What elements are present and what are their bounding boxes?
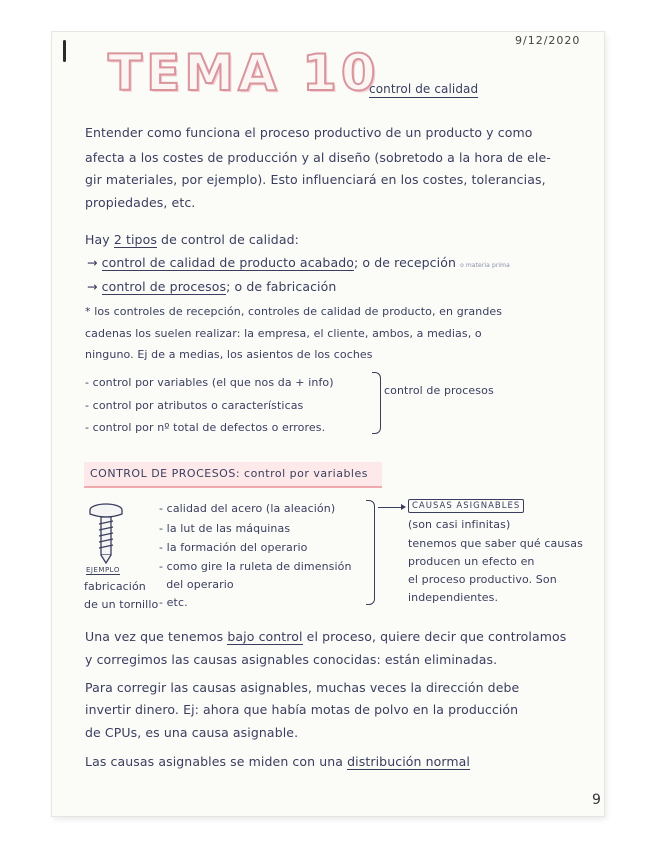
causas-label: CAUSAS ASIGNABLES [408, 499, 524, 513]
page-subtitle: control de calidad [369, 82, 479, 96]
causas-desc-2: tenemos que saber qué causas [408, 537, 583, 550]
causas-desc-4: el proceso productivo. Son [408, 573, 557, 586]
factor-4: - como gire la ruleta de dimensión [159, 560, 352, 573]
reception-note-3: ninguno. Ej de a medias, los asientos de los coches [85, 348, 373, 361]
control-type-2: - control por atributos o características [85, 399, 304, 412]
binding-mark [63, 40, 66, 62]
factor-2: - la lut de las máquinas [159, 522, 291, 535]
final-underlined: distribución normal [347, 754, 471, 769]
reception-note-1: * los controles de recepción, controles de calidad de producto, en grandes [85, 305, 503, 318]
types-intro-suffix: de control de calidad: [161, 232, 299, 247]
brace [366, 500, 375, 605]
type-2 [87, 279, 336, 294]
page-title: TEMA 10 [108, 44, 380, 102]
date: 9/12/2020 [515, 34, 581, 47]
arrow-icon: → [87, 255, 98, 270]
example-caption-1: fabricación [84, 580, 146, 593]
type-1-suffix: ; o de recepción [354, 255, 456, 270]
causas-desc-1: (son casi infinitas) [408, 518, 511, 531]
intro-line-4: propiedades, etc. [85, 195, 196, 210]
types-intro-prefix: Hay [85, 232, 110, 247]
type-1-note: o materia prima [460, 262, 510, 269]
page-number: 9 [592, 792, 602, 808]
conclusion2-line-2: invertir dinero. Ej: ahora que había motas de polvo en la producción [85, 702, 519, 717]
type-2-label: control de procesos [101, 279, 227, 294]
causas-desc-3: producen un efecto en [408, 555, 535, 568]
arrow-icon: → [87, 279, 98, 294]
brace [372, 372, 381, 434]
factor-6: - etc. [159, 596, 188, 609]
conclusion-line-1 [85, 629, 566, 644]
causas-desc-5: independientes. [408, 591, 499, 604]
screw-icon [86, 502, 126, 564]
factor-5: del operario [159, 578, 234, 591]
type-1-label: control de calidad de producto acabado [101, 255, 355, 270]
type-2-suffix: ; o de fabricación [226, 279, 337, 294]
control-type-3: - control por nº total de defectos o errores. [85, 421, 326, 434]
types-count: 2 tipos [113, 232, 157, 247]
conclusion2-line-1: Para corregir las causas asignables, muchas veces la dirección debe [85, 680, 520, 695]
conclusion-prefix: Una vez que tenemos [85, 629, 224, 644]
reception-note-2: cadenas los suelen realizar: la empresa, el cliente, ambos, a medias, o [85, 327, 482, 340]
example-label: EJEMPLO [86, 566, 120, 574]
final-line [85, 754, 470, 769]
intro-line-1: Entender como funciona el proceso productivo de un producto y como [85, 125, 533, 140]
factor-1: - calidad del acero (la aleación) [159, 502, 336, 515]
intro-line-3: gir materiales, por ejemplo). Esto influenciará en los costes, tolerancias, [85, 172, 546, 187]
control-types-label: control de procesos [384, 384, 494, 397]
conclusion-underlined: bajo control [227, 629, 303, 644]
type-1 [87, 255, 510, 270]
conclusion-line-2: y corregimos las causas asignables conocidas: están eliminadas. [85, 652, 498, 667]
section-heading: CONTROL DE PROCESOS: control por variables [90, 467, 368, 480]
conclusion2-line-3: de CPUs, es una causa asignable. [85, 725, 299, 740]
conclusion-suffix: el proceso, quiere decir que controlamos [306, 629, 567, 644]
intro-line-2: afecta a los costes de producción y al diseño (sobretodo a la hora de ele- [85, 150, 551, 165]
arrow-icon [378, 507, 404, 508]
control-type-1: - control por variables (el que nos da + info) [85, 376, 334, 389]
example-caption-2: de un tornillo [84, 598, 159, 611]
final-prefix: Las causas asignables se miden con una [85, 754, 344, 769]
types-intro [85, 232, 299, 247]
factor-3: - la formación del operario [159, 541, 308, 554]
